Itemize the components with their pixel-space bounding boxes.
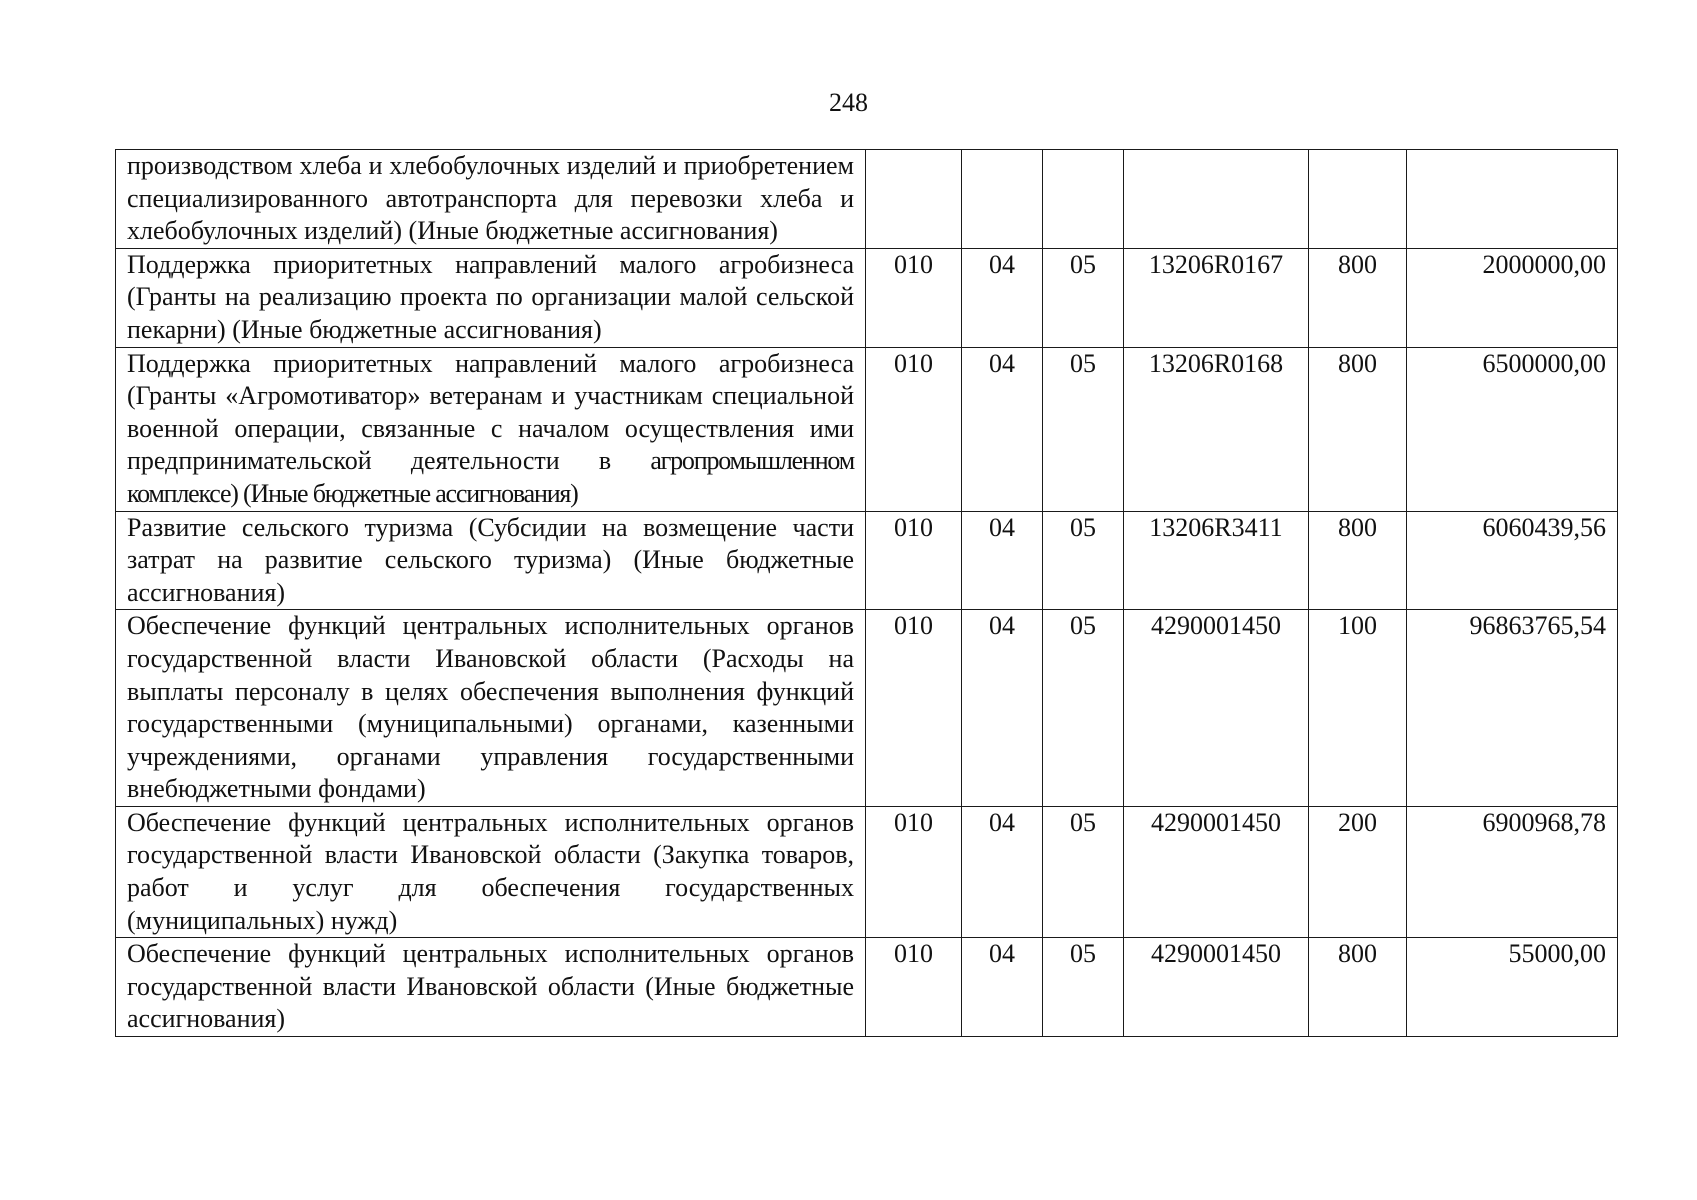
table-row [116, 806, 1618, 937]
row-amount: 6900968,78 [1407, 806, 1618, 937]
row-amount: 55000,00 [1407, 938, 1618, 1037]
row-expense-type: 800 [1309, 347, 1407, 511]
table-row [116, 511, 1618, 610]
row-amount: 6500000,00 [1407, 347, 1618, 511]
row-subsection-code: 05 [1043, 347, 1124, 511]
row-subsection-code: 05 [1043, 511, 1124, 610]
row-description [116, 347, 866, 511]
row-subsection-code [1043, 150, 1124, 249]
row-section-code: 04 [962, 938, 1043, 1037]
row-description-tail: агропромышленном комплексе) (Иные бюджетные ассигнования) [127, 446, 854, 508]
row-description: Развитие сельского туризма (Субсидии на возмещение части затрат на развитие сельского туризма) (Иные бюджетные ассигнования) [116, 511, 866, 610]
row-target-article: 13206R3411 [1124, 511, 1309, 610]
table-row [116, 150, 1618, 249]
table-row [116, 938, 1618, 1037]
page-number: 248 [829, 88, 868, 117]
budget-table [115, 149, 1618, 1037]
row-description: Обеспечение функций центральных исполнительных органов государственной власти Ивановской области (Расходы на выплаты персоналу в целях обеспечения выполнения функций государственными (муниципальными) органами, казенными учреждениями, органами управления государственными внебюджетными фондами) [116, 610, 866, 807]
row-subsection-code: 05 [1043, 248, 1124, 347]
row-subsection-code: 05 [1043, 806, 1124, 937]
row-ministry-code: 010 [866, 248, 962, 347]
row-expense-type: 200 [1309, 806, 1407, 937]
row-description-text: Поддержка приоритетных направлений малого агробизнеса (Гранты «Агромотиватор» ветеранам и участникам специальной военной операции, связанные с началом осуществления ими предпринимательской деятельности в [127, 348, 854, 476]
row-amount: 96863765,54 [1407, 610, 1618, 807]
row-subsection-code: 05 [1043, 938, 1124, 1037]
table-row [116, 610, 1618, 807]
row-section-code: 04 [962, 347, 1043, 511]
row-section-code: 04 [962, 511, 1043, 610]
row-expense-type: 100 [1309, 610, 1407, 807]
row-amount [1407, 150, 1618, 249]
row-section-code: 04 [962, 610, 1043, 807]
row-amount: 2000000,00 [1407, 248, 1618, 347]
row-expense-type: 800 [1309, 511, 1407, 610]
row-ministry-code: 010 [866, 511, 962, 610]
row-target-article: 4290001450 [1124, 610, 1309, 807]
table-row [116, 248, 1618, 347]
row-target-article: 13206R0168 [1124, 347, 1309, 511]
row-target-article: 13206R0167 [1124, 248, 1309, 347]
table-row [116, 347, 1618, 511]
row-ministry-code: 010 [866, 938, 962, 1037]
row-ministry-code: 010 [866, 610, 962, 807]
row-expense-type: 800 [1309, 248, 1407, 347]
row-description: Поддержка приоритетных направлений малого агробизнеса (Гранты на реализацию проекта по организации малой сельской пекарни) (Иные бюджетные ассигнования) [116, 248, 866, 347]
row-description: Обеспечение функций центральных исполнительных органов государственной власти Ивановской области (Закупка товаров, работ и услуг для обеспечения государственных (муниципальных) нужд) [116, 806, 866, 937]
row-expense-type: 800 [1309, 938, 1407, 1037]
row-section-code: 04 [962, 248, 1043, 347]
row-description: производством хлеба и хлебобулочных изделий и приобретением специализированного автотранспорта для перевозки хлеба и хлебобулочных изделий) (Иные бюджетные ассигнования) [116, 150, 866, 249]
row-target-article: 4290001450 [1124, 938, 1309, 1037]
row-ministry-code [866, 150, 962, 249]
row-ministry-code: 010 [866, 347, 962, 511]
row-target-article: 4290001450 [1124, 806, 1309, 937]
row-target-article [1124, 150, 1309, 249]
row-expense-type [1309, 150, 1407, 249]
row-section-code: 04 [962, 806, 1043, 937]
row-section-code [962, 150, 1043, 249]
row-amount: 6060439,56 [1407, 511, 1618, 610]
row-subsection-code: 05 [1043, 610, 1124, 807]
row-ministry-code: 010 [866, 806, 962, 937]
row-description: Обеспечение функций центральных исполнительных органов государственной власти Ивановской области (Иные бюджетные ассигнования) [116, 938, 866, 1037]
